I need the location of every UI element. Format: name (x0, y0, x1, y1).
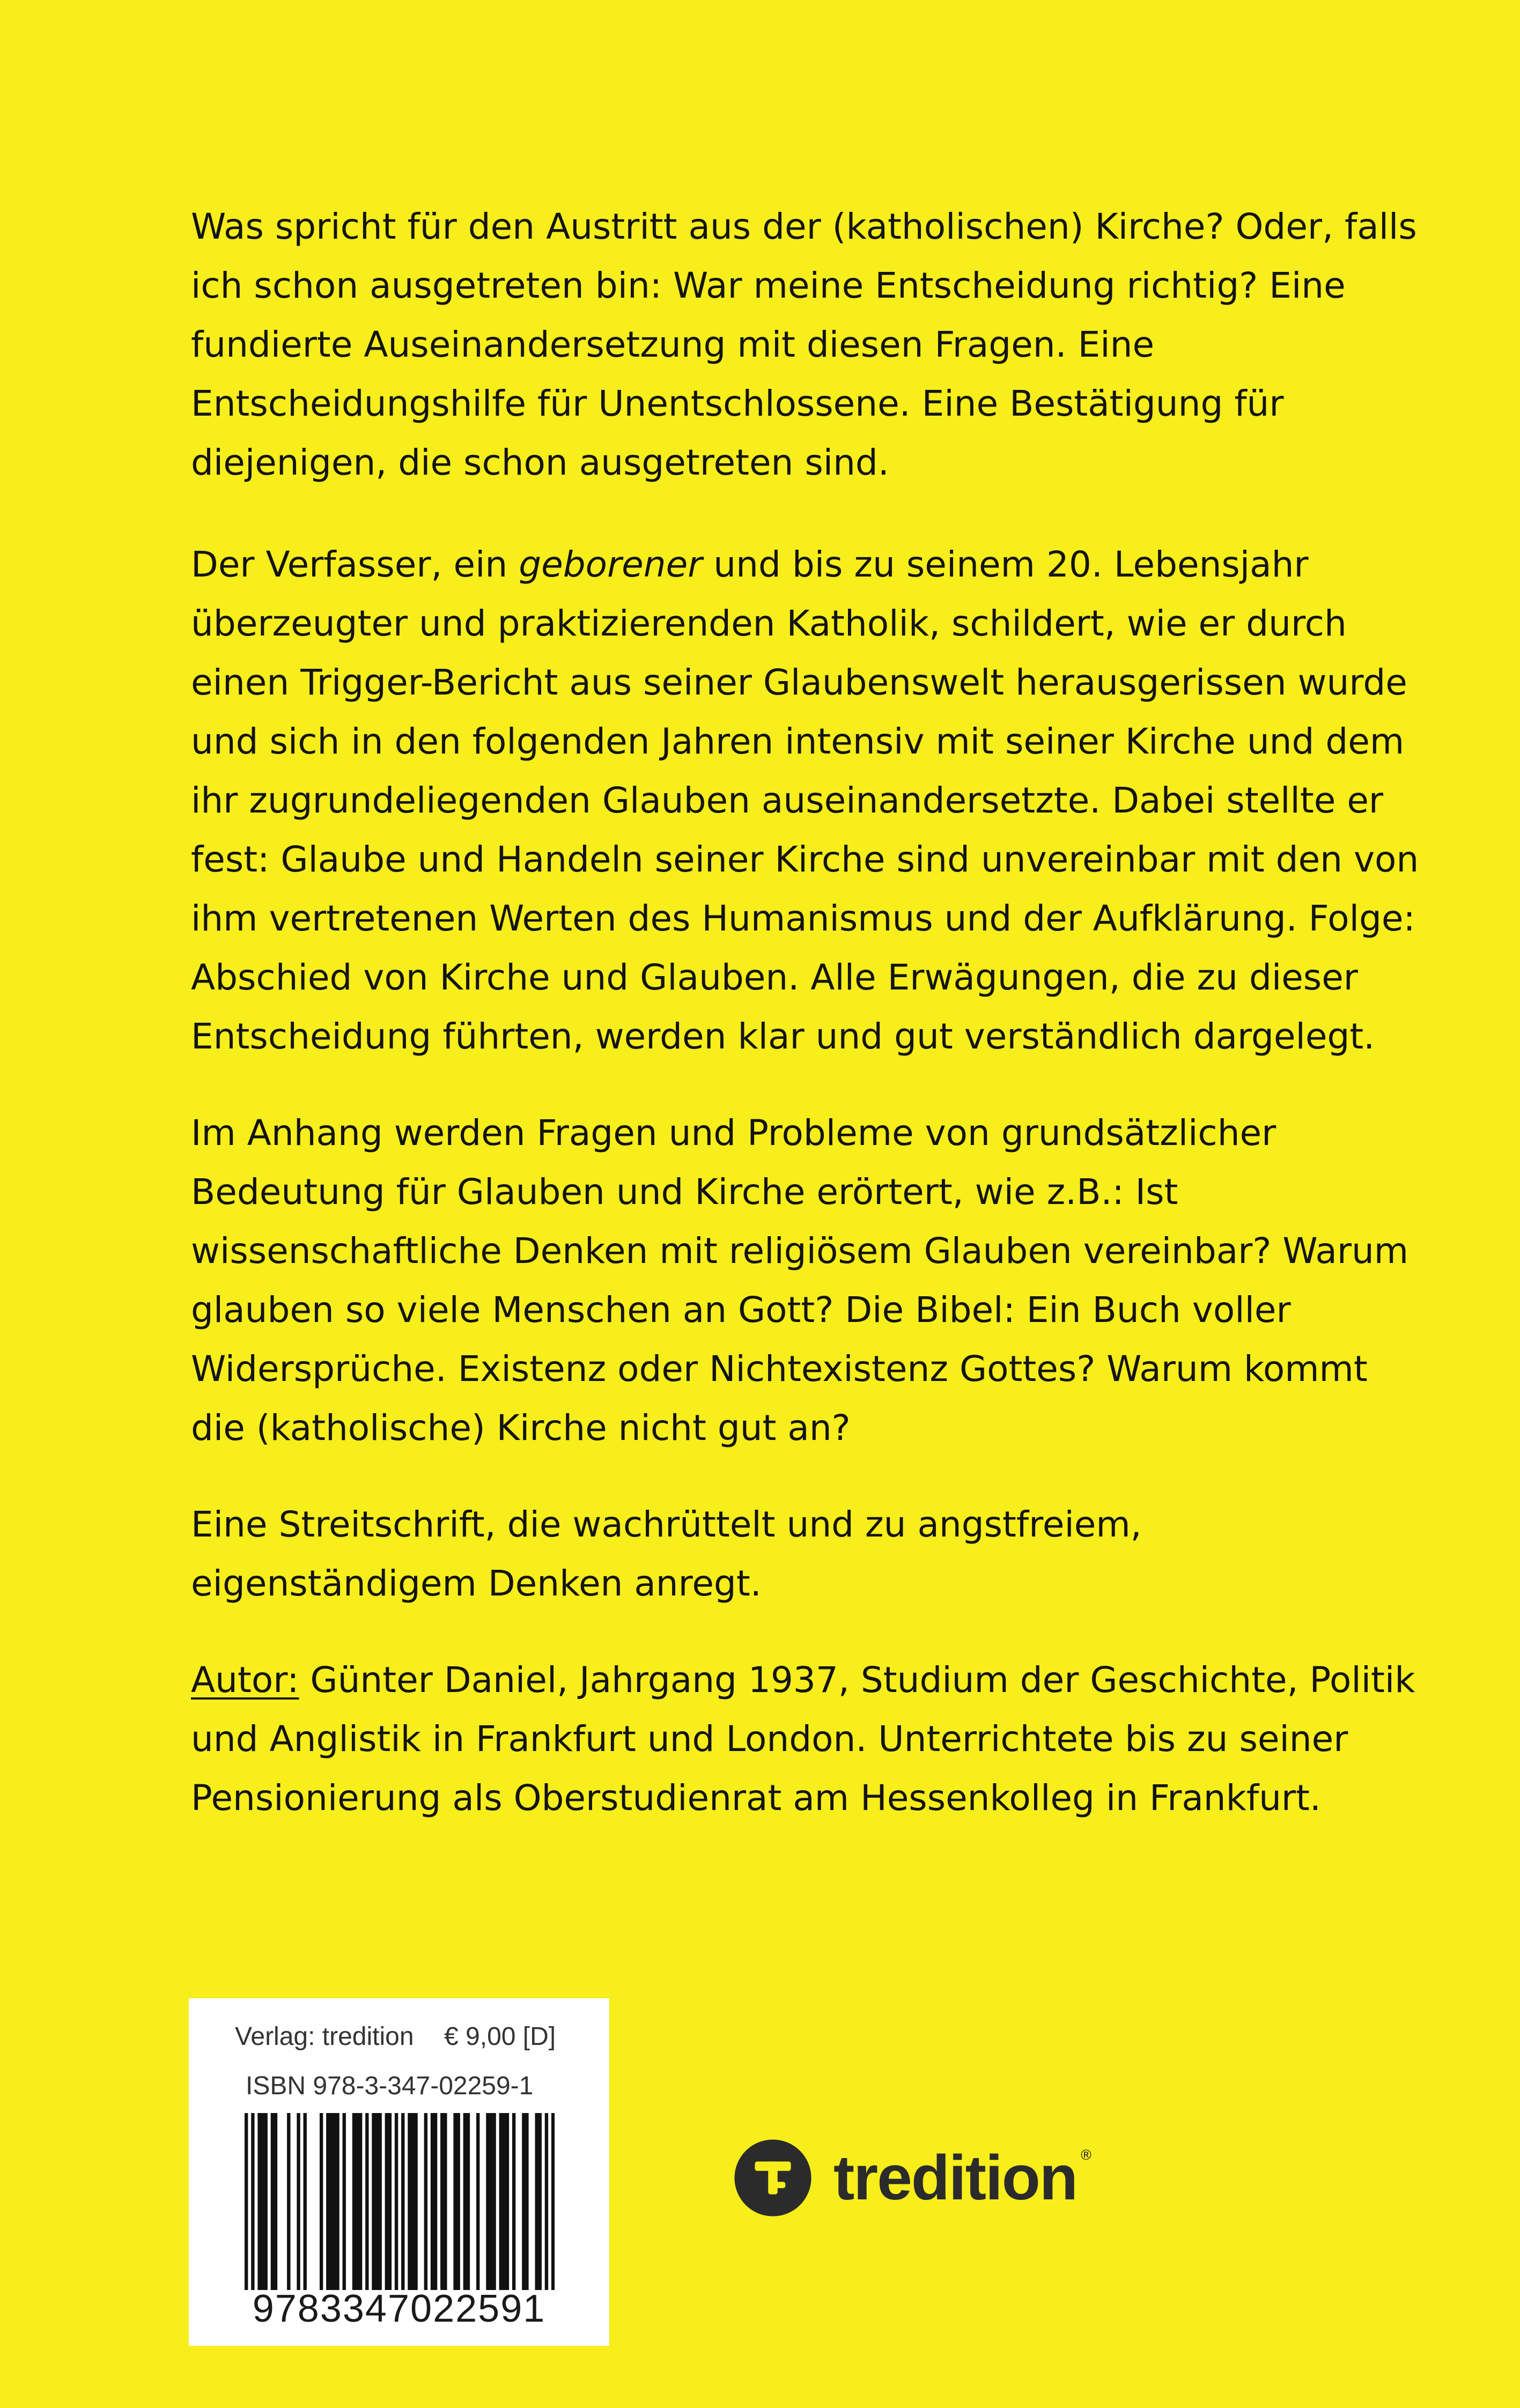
barcode-bar (274, 2113, 277, 2290)
barcode-bar (434, 2113, 437, 2290)
barcode-bar (499, 2113, 503, 2290)
barcode-bar (326, 2113, 329, 2290)
barcode-bar (251, 2113, 254, 2290)
author-paragraph (191, 1651, 1425, 1828)
author-label: Autor: (191, 1659, 299, 1701)
barcode-bar (538, 2113, 542, 2290)
barcode-bar (408, 2113, 411, 2290)
barcode-bar (304, 2113, 307, 2290)
barcode-bar (336, 2113, 339, 2290)
back-cover-blurb (191, 197, 1425, 1828)
barcode-bar (378, 2113, 381, 2290)
barcode-bar (271, 2113, 274, 2290)
barcode-bars (245, 2113, 555, 2290)
barcode-bar (522, 2113, 525, 2290)
barcode-bar (411, 2113, 414, 2290)
barcode-bar (372, 2113, 375, 2290)
publisher-text: Verlag: tredition (235, 2022, 414, 2051)
author-bio: Günter Daniel, Jahrgang 1937, Studium der Geschichte, Politik und Anglistik in Frankfurt und London. Unterrichtete bis zu seiner Pensionierung als Oberstudienrat am Hessenkolleg in Frankfurt. (191, 1659, 1415, 1819)
blurb-emphasis: geborener (519, 544, 703, 585)
barcode-bar (467, 2113, 470, 2290)
barcode-bar (424, 2113, 427, 2290)
blurb-paragraph-1: Was spricht für den Austritt aus der (katholischen) Kirche? Oder, falls ich schon ausgetreten bin: War meine Entscheidung richtig? Eine fundierte Auseinandersetzung mit diesen Fragen. Eine Entscheidungshilfe für Unentschlossene. Eine Bestätigung für diejenigen, die schon ausgetreten sind. (191, 206, 1417, 483)
barcode-bar (297, 2113, 300, 2290)
barcode-bar (385, 2113, 388, 2290)
barcode-bar (492, 2113, 496, 2290)
barcode-bar (503, 2113, 506, 2290)
barcode-bar (456, 2113, 460, 2290)
blurb-paragraph-3: Im Anhang werden Fragen und Probleme von grundsätzlicher Bedeutung für Glauben und Kirche erörtert, wie z.B.: Ist wissenschaftliche Denken mit religiösem Glauben vereinbar? Warum glauben so viele Menschen an Gott? Die Bibel: Ein Buch voller Widersprüche. Existenz oder Nichtexistenz Gottes? Warum kommt die (katholische) Kirche nicht gut an? (191, 1112, 1409, 1449)
barcode-bar (352, 2113, 356, 2290)
barcode-bar (365, 2113, 368, 2290)
barcode-bar (444, 2113, 447, 2290)
barcode-bar (329, 2113, 333, 2290)
barcode-bar (545, 2113, 548, 2290)
blurb-paragraph-2-rest: und bis zu seinem 20. Lebensjahr überzeugter und praktizierenden Katholik, schildert, wie er durch einen Trigger-Bericht aus seiner Glaubenswelt herausgerissen wurde und sich in den folgenden Jahren intensiv mit seiner Kirche und dem ihr zugrundeliegenden Glauben auseinandersetzte. Dabei stellte er fest: Glaube und Handeln seiner Kirche sind unvereinbar mit den von ihm vertretenen Werten des Humanismus und der Aufklärung. Folge: Abschied von Kirche und Glauben. Alle Erwägungen, die zu dieser Entscheidung führten, werden klar und gut verständlich dargelegt. (191, 544, 1419, 1057)
barcode-bar (489, 2113, 492, 2290)
barcode-bar (476, 2113, 479, 2290)
barcode-bar (506, 2113, 509, 2290)
barcode-bar (333, 2113, 336, 2290)
barcode-bar (261, 2113, 264, 2290)
blurb-paragraph-2 (191, 535, 1425, 1066)
barcode-bar (463, 2113, 467, 2290)
barcode-bar (375, 2113, 378, 2290)
blurb-paragraph-2-start: Der Verfasser, ein (191, 544, 519, 585)
blurb-paragraph-4: Eine Streitschrift, die wachrüttelt und zu angstfreiem, eigenständigem Denken anregt. (191, 1504, 1142, 1604)
barcode-bar (388, 2113, 392, 2290)
price-text: € 9,00 [D] (444, 2022, 556, 2051)
barcode-bar (287, 2113, 290, 2290)
tredition-t-icon (734, 2139, 812, 2217)
barcode-bar (414, 2113, 417, 2290)
barcode-bar (395, 2113, 398, 2290)
barcode-bar (525, 2113, 528, 2290)
barcode-bar (440, 2113, 444, 2290)
barcode-bar (512, 2113, 515, 2290)
barcode-bar (453, 2113, 456, 2290)
barcode-bar (359, 2113, 362, 2290)
isbn-text: ISBN 978-3-347-02259-1 (246, 2072, 534, 2100)
ean-number: 9783347022591 (252, 2287, 546, 2330)
barcode-label (189, 1998, 609, 2346)
barcode-bar (431, 2113, 434, 2290)
barcode-bar (551, 2113, 555, 2290)
barcode-bar (257, 2113, 261, 2290)
barcode-bar (401, 2113, 404, 2290)
barcode-bar (486, 2113, 489, 2290)
publisher-logo (734, 2138, 1093, 2218)
barcode-bar (264, 2113, 268, 2290)
barcode-bar (320, 2113, 323, 2290)
barcode-bar (356, 2113, 359, 2290)
barcode-bar (535, 2113, 538, 2290)
barcode-bar (343, 2113, 346, 2290)
logo-wordmark: tredition (833, 2143, 1077, 2213)
registered-mark: ® (1079, 2147, 1093, 2163)
barcode-bar (245, 2113, 248, 2290)
